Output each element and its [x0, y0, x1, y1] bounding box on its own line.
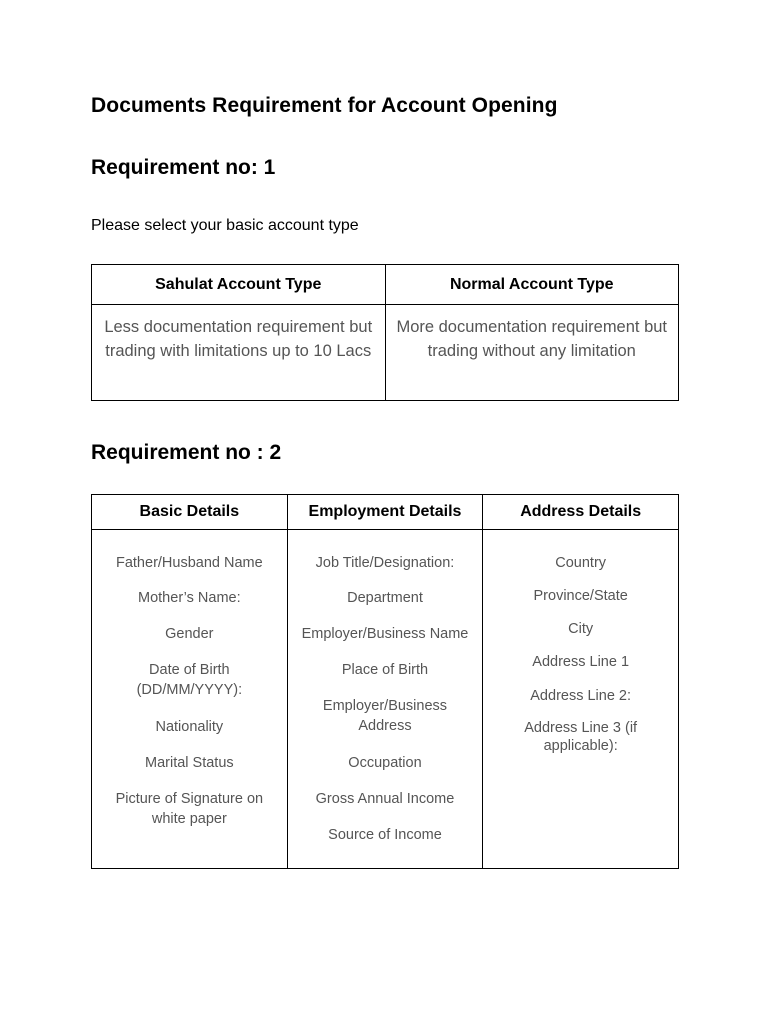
- details-table: [91, 494, 679, 869]
- list-item: Department: [347, 590, 423, 606]
- list-item: Employer/Business Address: [322, 698, 448, 734]
- list-item: Date of Birth (DD/MM/YYYY):: [136, 662, 243, 698]
- list-item: Gross Annual Income: [315, 791, 455, 807]
- basic-details-column: [92, 530, 288, 869]
- list-item: Place of Birth: [341, 662, 429, 678]
- document-title: Documents Requirement for Account Opening: [91, 94, 558, 117]
- basic-details-header: Basic Details: [92, 495, 288, 530]
- list-item: City: [568, 621, 594, 637]
- employment-details-header: Employment Details: [287, 495, 483, 530]
- sahulat-account-description: Less documentation requirement but trading with limitations up to 10 Lacs: [92, 305, 386, 401]
- list-item: Address Line 1: [532, 654, 630, 670]
- list-item: Address Line 2:: [530, 688, 632, 704]
- sahulat-account-header: Sahulat Account Type: [92, 265, 386, 305]
- requirement-1-heading: Requirement no: 1: [91, 156, 276, 179]
- employment-details-column: [287, 530, 483, 869]
- list-item: Province/State: [533, 588, 628, 604]
- list-item: Employer/Business Name: [301, 626, 469, 642]
- table-row: [92, 530, 679, 869]
- list-item: Picture of Signature on white paper: [115, 791, 264, 827]
- normal-account-header: Normal Account Type: [385, 265, 679, 305]
- table-header-row: [92, 495, 679, 530]
- list-item: Job Title/Designation:: [315, 555, 455, 571]
- list-item: Country: [555, 555, 607, 571]
- table-row: [92, 305, 679, 401]
- address-details-header: Address Details: [483, 495, 679, 530]
- account-type-table: [91, 264, 679, 401]
- list-item: Mother’s Name:: [138, 590, 241, 606]
- address-details-column: [483, 530, 679, 869]
- requirement-2-heading: Requirement no : 2: [91, 441, 282, 464]
- list-item: Father/Husband Name: [115, 555, 263, 571]
- list-item: Gender: [165, 626, 214, 642]
- requirement-1-intro: Please select your basic account type: [91, 217, 359, 234]
- list-item: Occupation: [348, 755, 422, 771]
- list-item: Marital Status: [145, 755, 234, 771]
- normal-account-description: More documentation requirement but trading without any limitation: [385, 305, 679, 401]
- list-item: Source of Income: [328, 827, 442, 843]
- list-item: Nationality: [155, 719, 224, 735]
- table-header-row: [92, 265, 679, 305]
- list-item: Address Line 3 (if applicable):: [524, 720, 638, 754]
